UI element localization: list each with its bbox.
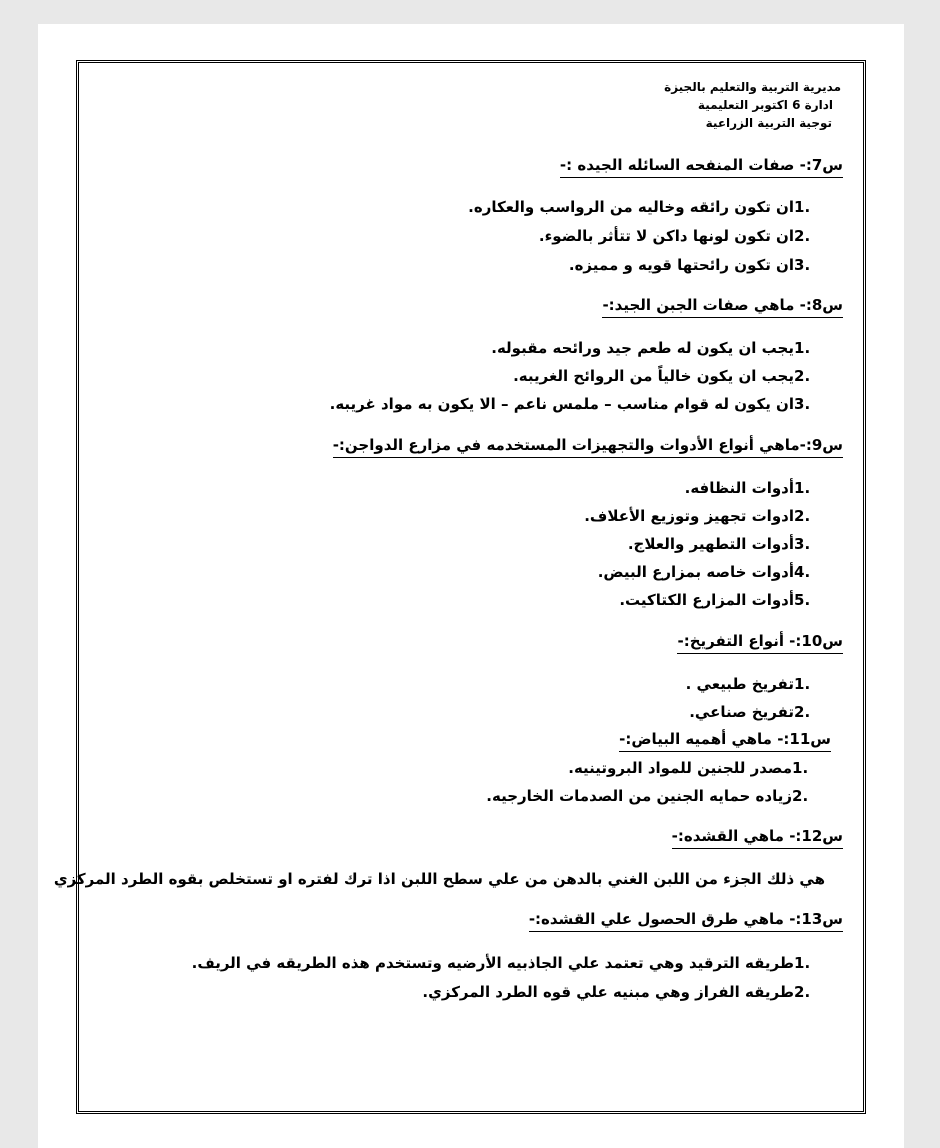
- list-item: .1أدوات النظافه.: [684, 479, 811, 497]
- list-item: .1مصدر للجنين للمواد البروتينيه.: [568, 759, 809, 777]
- question-13-title: س13:- ماهي طرق الحصول علي القشده:-: [529, 908, 843, 932]
- list-item: .3ان تكون رائحتها قويه و مميزه.: [568, 256, 811, 274]
- list-item: .3أدوات التطهير والعلاج.: [627, 535, 811, 553]
- list-item: .1طريقه الترقيد وهي تعتمد علي الجاذبيه الأرضيه وتستخدم هذه الطريقه في الريف.: [191, 954, 811, 972]
- list-item: .2ان تكون لونها داكن لا تتأثر بالضوء.: [538, 227, 811, 245]
- list-item: .2يجب ان يكون خالياً من الروائح الغريبه.: [513, 367, 811, 385]
- list-item: .5أدوات المزارع الكتاكيت.: [619, 591, 811, 609]
- question-9-title: س9:-ماهي أنواع الأدوات والتجهيزات المستخدمه في مزارع الدواجن:-: [333, 434, 843, 458]
- list-item: .2ادوات تجهيز وتوزيع الأعلاف.: [584, 507, 811, 525]
- question-8-title: س8:- ماهي صفات الجبن الجيد:-: [602, 294, 843, 318]
- list-item: .1تفريخ طبيعي .: [685, 675, 811, 693]
- header-administration: ادارة 6 اكتوبر التعليمية: [697, 98, 833, 112]
- list-item: .3ان يكون له قوام مناسب – ملمس ناعم – الا يكون به مواد غريبه.: [329, 395, 811, 413]
- question-7-title: س7:- صفات المنفحه السائله الجيده :-: [560, 154, 843, 178]
- header-directorate: مديرية التربية والتعليم بالجيزة: [664, 80, 841, 94]
- question-12-answer: هي ذلك الجزء من اللبن الغني بالدهن من علي سطح اللبن اذا ترك لفتره او تستخلص بقوه الطرد المركزي: [53, 870, 825, 888]
- list-item: .2تفريخ صناعي.: [689, 703, 811, 721]
- header-department: توجية التربية الزراعية: [705, 116, 832, 130]
- list-item: .2زياده حمايه الجنين من الصدمات الخارجيه.: [486, 787, 809, 805]
- list-item: .1ان تكون رائقه وخاليه من الرواسب والعكاره.: [468, 198, 811, 216]
- list-item: .1يجب ان يكون له طعم جيد ورائحه مقبوله.: [491, 339, 811, 357]
- question-10-title: س10:- أنواع التفريخ:-: [677, 630, 843, 654]
- question-12-title: س12:- ماهي القشده:-: [672, 825, 843, 849]
- list-item: .4أدوات خاصه بمزارع البيض.: [597, 563, 811, 581]
- question-11-title: س11:- ماهي أهميه البياض:-: [619, 728, 831, 752]
- list-item: .2طريقه الفراز وهي مبنيه علي قوه الطرد المركزي.: [422, 983, 811, 1001]
